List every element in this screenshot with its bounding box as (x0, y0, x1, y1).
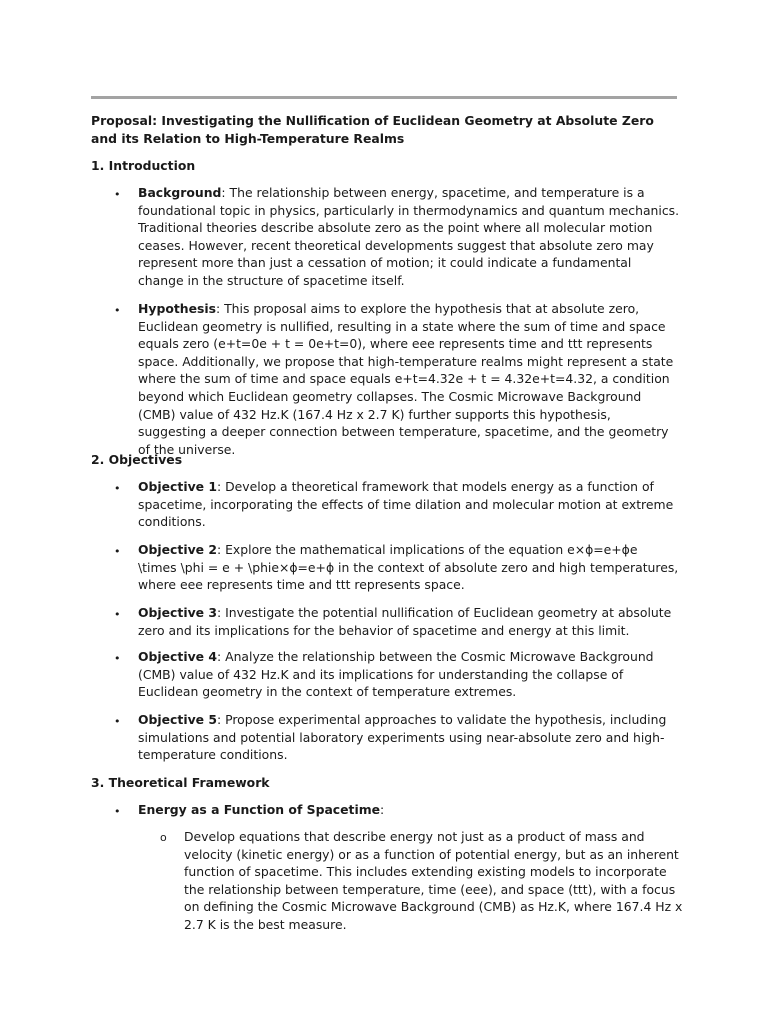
term-label: Objective 5 (138, 712, 217, 727)
item-text: : Analyze the relationship between the Cosmic Microwave Background (CMB) value of 432 Hz.K and its implications for understanding the collapse of Euclidean geometry in the context of temperature extremes. (138, 649, 654, 700)
sub-list-item: Develop equations that describe energy not just as a product of mass and velocity (kinetic energy) or as a function of potential energy, but as an inherent function of spacetime. This includes extending existing models to incorporate the relationship between temperature, time (eee), and space (ttt), with a focus on defining the Cosmic Microwave Background (CMB) as Hz.K, where 167.4 Hz x 2.7 K is the best measure. (184, 829, 683, 932)
item-text: : Propose experimental approaches to validate the hypothesis, including simulations and potential laboratory experiments using near-absolute zero and high-temperature conditions. (138, 712, 667, 763)
list-item-objective-3 (138, 604, 680, 639)
list-item-energy-spacetime (138, 801, 680, 819)
term-label: Hypothesis (138, 301, 216, 316)
section-heading-introduction: 1. Introduction (91, 158, 196, 173)
bullet: • (114, 545, 121, 558)
bullet: • (114, 715, 121, 728)
term-label: Energy as a Function of Spacetime (138, 802, 381, 817)
list-item-objective-4 (138, 648, 680, 701)
bullet: • (114, 304, 121, 317)
list-item-objective-1 (138, 478, 680, 531)
term-label: Background (138, 185, 222, 200)
sub-bullet: o (160, 831, 167, 844)
page-title: Proposal: Investigating the Nullification of Euclidean Geometry at Absolute Zero and its Relation to High-Temperature Realms (91, 113, 654, 146)
term-label: Objective 3 (138, 605, 217, 620)
item-text: : (380, 802, 385, 817)
item-text: : The relationship between energy, spacetime, and temperature is a foundational topic in physics, particularly in thermodynamics and quantum mechanics. Traditional theories describe absolute zero as the point where all molecular motion ceases. However, recent theoretical developments suggest that absolute zero may represent more than just a cessation of motion; it could indicate a fundamental change in the structure of spacetime itself. (138, 185, 680, 288)
top-rule (91, 96, 677, 99)
term-label: Objective 4 (138, 649, 217, 664)
bullet: • (114, 652, 121, 665)
bullet: • (114, 482, 121, 495)
item-text: : Develop a theoretical framework that models energy as a function of spacetime, incorporating the effects of time dilation and molecular motion at extreme conditions. (138, 479, 674, 530)
bullet: • (114, 608, 121, 621)
bullet: • (114, 805, 121, 818)
section-heading-theoretical-framework: 3. Theoretical Framework (91, 775, 270, 790)
item-text: : This proposal aims to explore the hypothesis that at absolute zero, Euclidean geometry is nullified, resulting in a state where the sum of time and space equals zero (e+t=0e + t = 0e+t=0), where eee represents time and ttt represents space. Additionally, we propose that high-temperature realms might represent a state where the sum of time and space equals e+t=4.32e + t = 4.32e+t=4.32, a condition beyond which Euclidean geometry collapses. The Cosmic Microwave Background (CMB) value of 432 Hz.K (167.4 Hz x 2.7 K) further supports this hypothesis, suggesting a deeper connection between temperature, spacetime, and the geometry of the universe. (138, 301, 674, 457)
item-text: : Explore the mathematical implications of the equation e×ϕ=e+ϕe \times \phi = e + \phie×ϕ=e+ϕ in the context of absolute zero and high temperatures, where eee represents time and ttt represents space. (138, 542, 679, 593)
term-label: Objective 2 (138, 542, 217, 557)
list-item-objective-2 (138, 541, 680, 594)
section-heading-objectives: 2. Objectives (91, 452, 183, 467)
list-item-objective-5 (138, 711, 680, 764)
list-item-hypothesis (138, 300, 680, 458)
term-label: Objective 1 (138, 479, 217, 494)
item-text: : Investigate the potential nullification of Euclidean geometry at absolute zero and its implications for the behavior of spacetime and energy at this limit. (138, 605, 672, 638)
list-item-background (138, 184, 680, 290)
bullet: • (114, 188, 121, 201)
